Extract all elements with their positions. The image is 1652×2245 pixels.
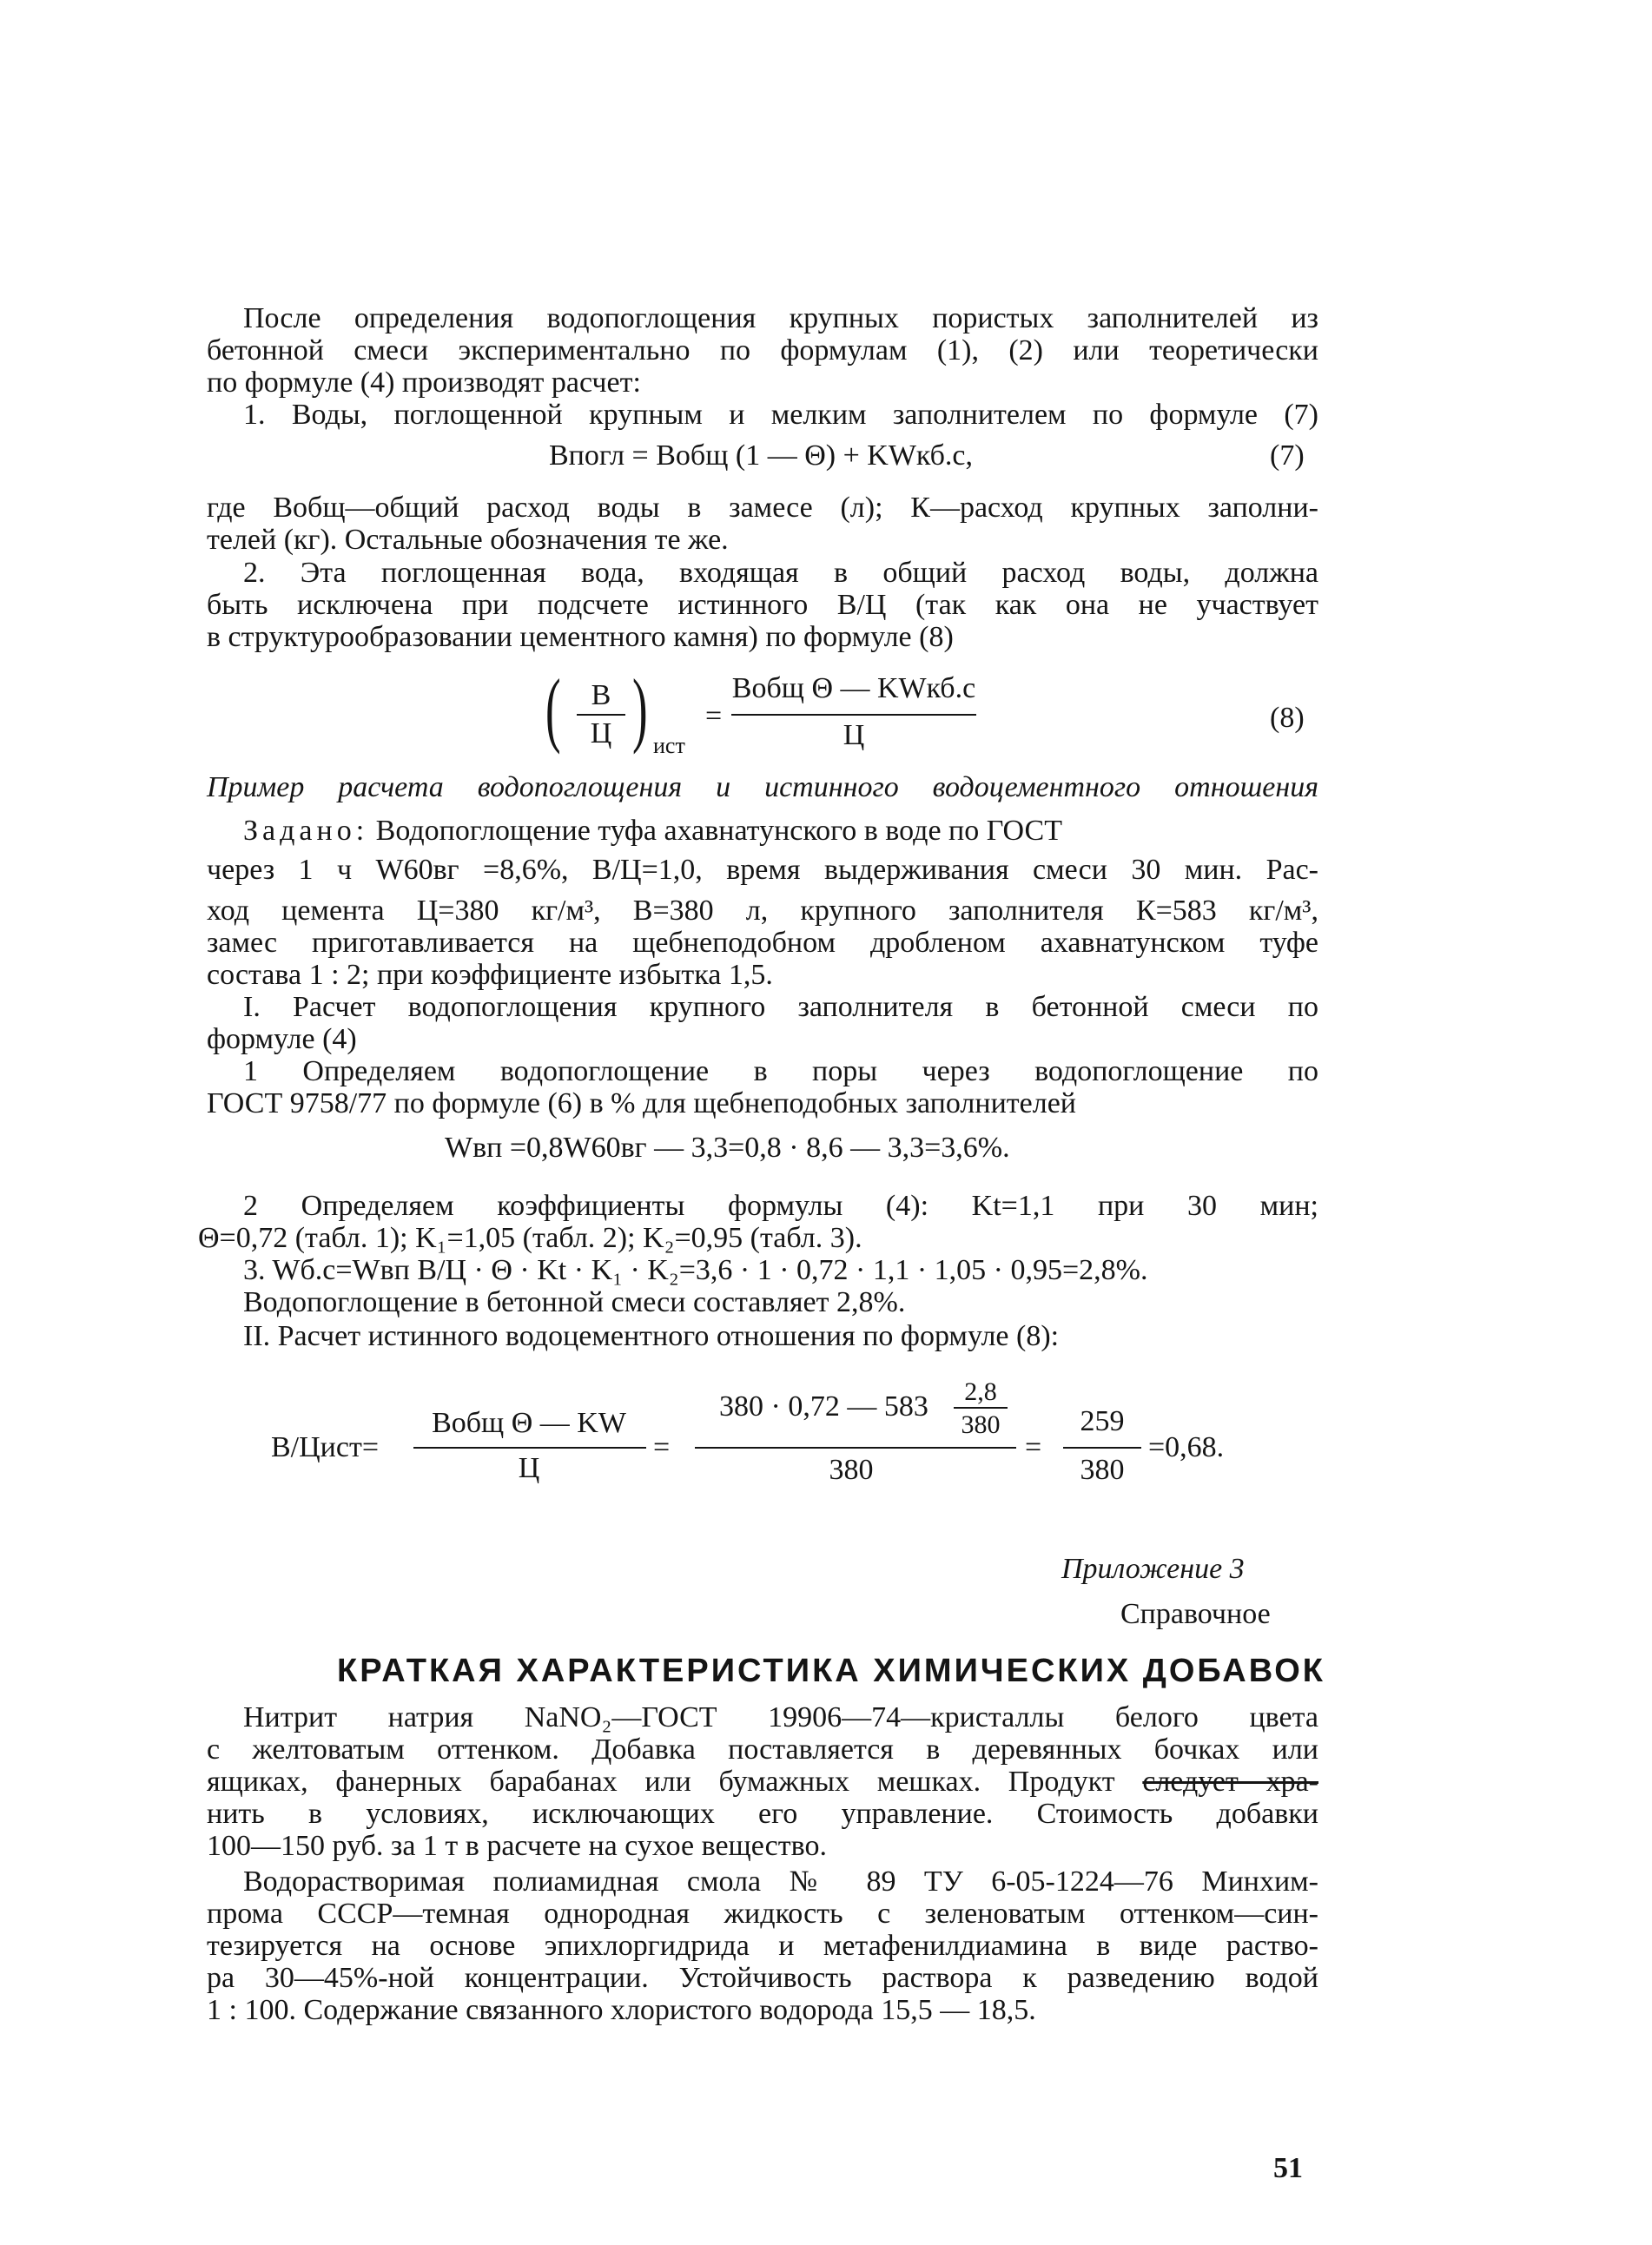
where-line-2: телей (кг). Остальные обозначения те же. bbox=[207, 524, 729, 556]
given-line-4: замес приготавливается на щебнеподобном дробленом ахавнатунском туфе bbox=[207, 927, 1318, 959]
step-1-line-1: 1 Определяем водопоглощение в поры через водопоглощение по bbox=[243, 1055, 1318, 1087]
page-number: 51 bbox=[1273, 2152, 1303, 2184]
part-2: II. Расчет истинного водоцементного отношения по формуле (8): bbox=[243, 1320, 1060, 1352]
step-3-line-1: 3. Wб.с=Wвп В/Ц · Θ · Kt · K₁ · K₂=3,6 · 1 · 0,72 · 1,1 · 1,05 · 0,95=2,8%. bbox=[243, 1254, 1148, 1286]
part-1-line-1: I. Расчет водопоглощения крупного заполнителя в бетонной смеси по bbox=[243, 991, 1318, 1023]
final-eq-1: = bbox=[653, 1431, 671, 1463]
resin-line-4: ра 30—45%-ной концентрации. Устойчивость раствора к разведению водой bbox=[207, 1962, 1318, 1994]
given-label: Задано: bbox=[243, 815, 369, 847]
step-3-line-2: Водопоглощение в бетонной смеси составляет 2,8%. bbox=[243, 1286, 906, 1318]
right-paren: ) bbox=[632, 662, 648, 755]
formula-8-equals: = bbox=[705, 700, 723, 732]
appendix-label: Приложение 3 bbox=[1061, 1553, 1245, 1585]
final-f2-line bbox=[695, 1447, 1016, 1449]
item-2-line-1: 2. Эта поглощенная вода, входящая в общий расход воды, должна bbox=[243, 557, 1318, 589]
final-f1-denominator: Ц bbox=[518, 1452, 540, 1484]
final-f3-denominator: 380 bbox=[1080, 1454, 1125, 1486]
item-1: 1. Воды, поглощенной крупным и мелким заполнителем по формуле (7) bbox=[243, 399, 1318, 431]
formula-8-line bbox=[731, 714, 976, 716]
resin-line-1: Водорастворимая полиамидная смола № 89 ТУ 6-05-1224—76 Минхим- bbox=[243, 1865, 1318, 1898]
resin-line-5: 1 : 100. Содержание связанного хлористого водорода 15,5 — 18,5. bbox=[207, 1994, 1036, 2026]
step-1-formula: Wвп =0,8W60вг — 3,3=0,8 · 8,6 — 3,3=3,6%. bbox=[445, 1132, 1010, 1164]
given-line-5: состава 1 : 2; при коэффициенте избытка 1,5. bbox=[207, 959, 773, 991]
given-line-1-wrap bbox=[243, 816, 1318, 846]
nitrite-line-3-struck: следует хра- bbox=[1142, 1766, 1318, 1798]
final-f2-denominator: 380 bbox=[829, 1454, 874, 1486]
final-eq-2: = bbox=[1025, 1431, 1042, 1463]
intro-line-2: бетонной смеси экспериментально по формулам (1), (2) или теоретически bbox=[207, 334, 1318, 366]
example-title: Пример расчета водопоглощения и истинного водоцементного отношения bbox=[207, 771, 1318, 803]
formula-8-lhs-line bbox=[577, 714, 625, 716]
nitrite-line-4: нить в условиях, исключающих его управление. Стоимость добавки bbox=[207, 1798, 1318, 1830]
item-2-line-2: быть исключена при подсчете истинного В/Ц (так как она не участвует bbox=[207, 589, 1318, 621]
nitrite-line-5: 100—150 руб. за 1 т в расчете на сухое вещество. bbox=[207, 1830, 827, 1862]
formula-8-lhs-top: В bbox=[591, 679, 611, 711]
nitrite-line-1: Нитрит натрия NaNO₂—ГОСТ 19906—74—кристаллы белого цвета bbox=[243, 1701, 1318, 1733]
formula-7-number: (7) bbox=[1270, 439, 1305, 472]
final-f1-line bbox=[413, 1447, 646, 1449]
part-1-line-2: формуле (4) bbox=[207, 1023, 357, 1055]
formula-8-numerator: Bобщ Θ — KWкб.с bbox=[731, 672, 976, 704]
final-f3-line bbox=[1063, 1447, 1141, 1449]
formula-8-lhs-bottom: Ц bbox=[590, 717, 612, 749]
step-1-line-2: ГОСТ 9758/77 по формуле (6) в % для щебнеподобных заполнителей bbox=[207, 1087, 1076, 1119]
formula-8-lhs-sub: ист bbox=[653, 733, 685, 758]
given-line-3: ход цемента Ц=380 кг/м³, В=380 л, крупного заполнителя К=583 кг/м³, bbox=[207, 895, 1318, 927]
appendix-type: Справочное bbox=[1120, 1598, 1271, 1630]
resin-line-3: тезируется на основе эпихлоргидрида и метафенилдиамина в виде раство- bbox=[207, 1930, 1318, 1962]
where-line-1: где Bобщ—общий расход воды в замесе (л); К—расход крупных заполни- bbox=[207, 492, 1318, 524]
final-f3-numerator: 259 bbox=[1080, 1405, 1125, 1437]
section-heading: КРАТКАЯ ХАРАКТЕРИСТИКА ХИМИЧЕСКИХ ДОБАВОК bbox=[337, 1653, 1325, 1689]
formula-7: Bпогл = Bобщ (1 — Θ) + KWкб.с, bbox=[549, 439, 973, 472]
given-line-1: Водопоглощение туфа ахавнатунского в воде по ГОСТ bbox=[375, 815, 1062, 847]
nitrite-line-3-wrap bbox=[207, 1767, 1318, 1797]
formula-8-number: (8) bbox=[1270, 702, 1305, 734]
final-f2-numerator: 380 · 0,72 — 583 bbox=[719, 1390, 928, 1423]
final-f2-small-numerator: 2,8 bbox=[964, 1377, 997, 1406]
step-2-line-2: Θ=0,72 (табл. 1); K₁=1,05 (табл. 2); K₂=0,95 (табл. 3). bbox=[198, 1222, 862, 1254]
given-line-2: через 1 ч W60вг =8,6%, В/Ц=1,0, время выдерживания смеси 30 мин. Рас- bbox=[207, 854, 1318, 886]
step-2-line-1: 2 Определяем коэффициенты формулы (4): Kt=1,1 при 30 мин; bbox=[243, 1190, 1318, 1222]
intro-line-1: После определения водопоглощения крупных пористых заполнителей из bbox=[243, 302, 1318, 334]
final-f1-numerator: Bобщ Θ — KW bbox=[432, 1407, 626, 1439]
final-f2-small-denominator: 380 bbox=[961, 1410, 1001, 1439]
left-paren: ( bbox=[545, 662, 561, 755]
final-f2-small-line bbox=[954, 1407, 1008, 1409]
resin-line-2: прома СССР—темная однородная жидкость с зеленоватым оттенком—син- bbox=[207, 1898, 1318, 1930]
formula-8-denominator: Ц bbox=[843, 719, 865, 751]
nitrite-line-3: ящиках, фанерных барабанах или бумажных мешках. Продукт bbox=[207, 1766, 1115, 1798]
item-2-line-3: в структурообразовании цементного камня) по формуле (8) bbox=[207, 621, 954, 653]
nitrite-line-2: с желтоватым оттенком. Добавка поставляется в деревянных бочках или bbox=[207, 1733, 1318, 1766]
final-lhs: В/Цист= bbox=[271, 1431, 379, 1463]
intro-line-3: по формуле (4) производят расчет: bbox=[207, 366, 641, 399]
final-result: =0,68. bbox=[1148, 1431, 1225, 1463]
